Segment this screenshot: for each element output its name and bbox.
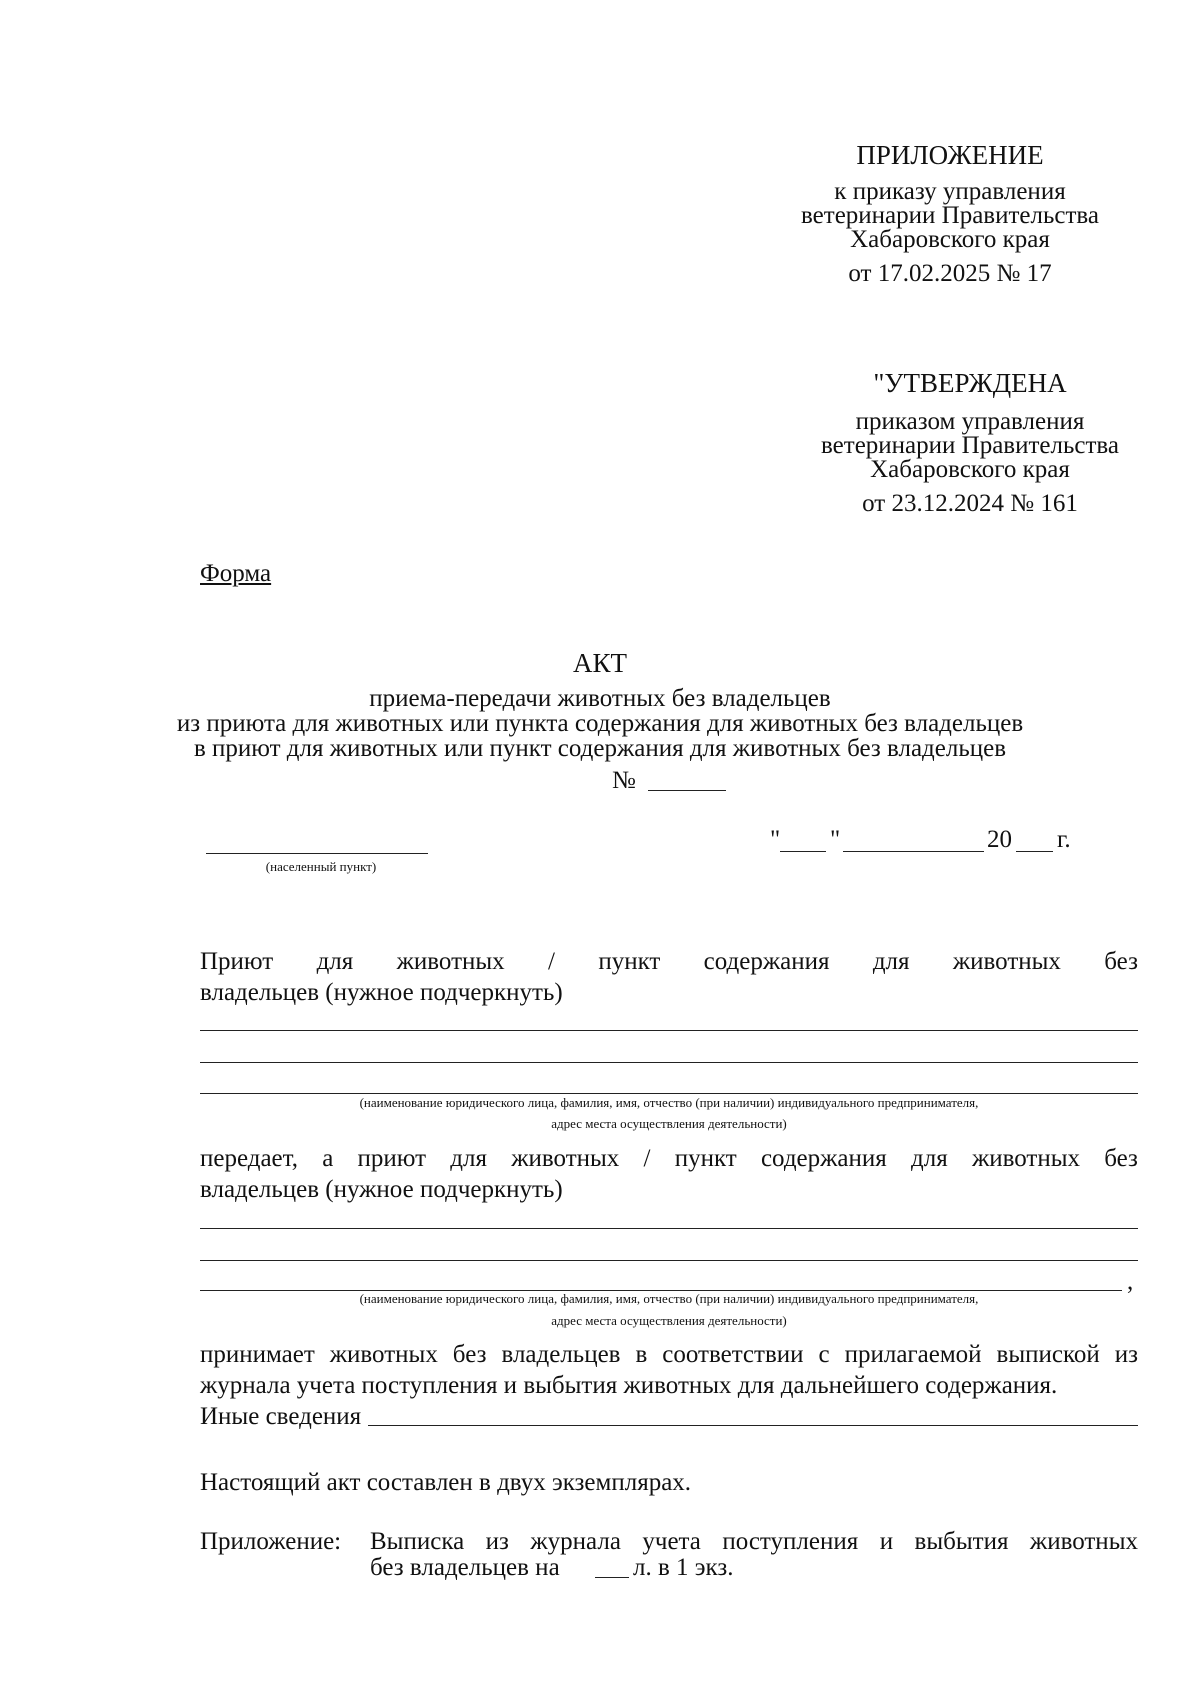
section2-word: передает, xyxy=(200,1145,298,1172)
section1-word: для xyxy=(872,948,910,975)
approved-date: от 23.12.2024 № 161 xyxy=(862,490,1078,517)
act-subtitle-line-2: из приюта для животных или пункта содержания для животных без владельцев xyxy=(176,710,1024,737)
other-info-label: Иные сведения xyxy=(200,1403,362,1430)
appendix-date: от 17.02.2025 № 17 xyxy=(848,260,1052,287)
date-year-field[interactable] xyxy=(1016,851,1053,852)
section2-word: содержания xyxy=(760,1145,887,1172)
section1-word: содержания xyxy=(703,948,830,975)
receiver-caption-2: адрес места осуществления деятельности) xyxy=(551,1313,787,1328)
receiver-field-1[interactable] xyxy=(200,1228,1138,1229)
approved-heading: "УТВЕРЖДЕНА xyxy=(873,368,1067,398)
sender-caption-1: (наименование юридического лица, фамилия, имя, отчество (при наличии) индивидуального предпринимателя, xyxy=(359,1095,979,1110)
section1-word: животных xyxy=(396,948,505,975)
place-caption: (населенный пункт) xyxy=(265,859,377,874)
section2-line-1 xyxy=(200,1143,1138,1174)
section1-word: / xyxy=(548,948,555,975)
attachment-label: Приложение: xyxy=(200,1528,342,1555)
section2-word: животных xyxy=(511,1145,620,1172)
section1-line-2: владельцев (нужное подчеркнуть) xyxy=(200,979,563,1006)
approved-line-1: приказом управления xyxy=(855,408,1085,435)
act-title-block xyxy=(160,648,1040,761)
attachment-line-2-prefix: без владельцев на xyxy=(370,1554,560,1581)
attachment-line-2-suffix: л. в 1 экз. xyxy=(633,1554,734,1581)
appendix-line-3: Хабаровского края xyxy=(850,226,1050,253)
section2-word: пункт xyxy=(674,1145,737,1172)
sender-field-2[interactable] xyxy=(200,1062,1138,1063)
section3-line-2: журнала учета поступления и выбытия животных для дальнейшего содержания. xyxy=(200,1372,1058,1399)
approved-line-2: ветеринарии Правительства xyxy=(821,432,1119,459)
section1-word: без xyxy=(1104,948,1138,975)
attachment-line-1: Выписка из журнала учета поступления и выбытия животных xyxy=(370,1528,1138,1555)
sender-field-3[interactable] xyxy=(200,1093,1138,1094)
place-field[interactable] xyxy=(206,853,428,854)
section2-word: приют xyxy=(357,1145,427,1172)
receiver-comma: , xyxy=(1127,1268,1134,1295)
form-label: Форма xyxy=(200,560,272,587)
other-info-field[interactable] xyxy=(368,1425,1138,1426)
section1-word: для xyxy=(316,948,354,975)
act-subtitle-line-1: приема-передачи животных без владельцев xyxy=(369,685,831,712)
section1-line-1 xyxy=(200,946,1138,977)
act-subtitle-line-3: в приют для животных или пункт содержания для животных без владельцев xyxy=(193,735,1007,762)
sender-field-1[interactable] xyxy=(200,1030,1138,1031)
appendix-line-2: ветеринарии Правительства xyxy=(801,202,1099,229)
date-year-prefix: 20 xyxy=(987,826,1012,853)
appendix-line-1: к приказу управления xyxy=(834,178,1066,205)
appendix-heading: ПРИЛОЖЕНИЕ xyxy=(856,140,1044,170)
section2-word: для xyxy=(450,1145,487,1172)
approved-line-3: Хабаровского края xyxy=(870,456,1070,483)
attachment-pages-field[interactable] xyxy=(595,1577,629,1578)
act-number-label: № xyxy=(612,767,636,794)
date-year-suffix: г. xyxy=(1057,826,1071,853)
section2-word: без xyxy=(1104,1145,1138,1172)
section1-word: животных xyxy=(952,948,1061,975)
section2-word: животных xyxy=(971,1145,1081,1172)
date-quote-close: " xyxy=(830,826,841,853)
section2-word: а xyxy=(322,1145,334,1172)
date-day-field[interactable] xyxy=(780,851,826,852)
receiver-field-2[interactable] xyxy=(200,1260,1138,1261)
copies-text: Настоящий акт составлен в двух экземплярах. xyxy=(200,1469,692,1496)
date-month-field[interactable] xyxy=(843,851,984,852)
section1-word: Приют xyxy=(200,948,274,975)
receiver-caption-1: (наименование юридического лица, фамилия, имя, отчество (при наличии) индивидуального предпринимателя, xyxy=(359,1291,979,1306)
section2-word: / xyxy=(643,1145,651,1172)
section3-line-1: принимает животных без владельцев в соответствии с прилагаемой выпиской из xyxy=(200,1341,1138,1368)
date-quote-open: " xyxy=(770,826,781,853)
section2-word: для xyxy=(911,1145,948,1172)
section2-line-2: владельцев (нужное подчеркнуть) xyxy=(200,1176,563,1203)
section1-word: пункт xyxy=(598,948,661,975)
act-title: АКТ xyxy=(573,648,627,678)
sender-caption-2: адрес места осуществления деятельности) xyxy=(551,1116,787,1131)
approved-block xyxy=(780,368,1160,516)
act-number-field[interactable] xyxy=(648,790,726,791)
appendix-block xyxy=(760,140,1140,286)
